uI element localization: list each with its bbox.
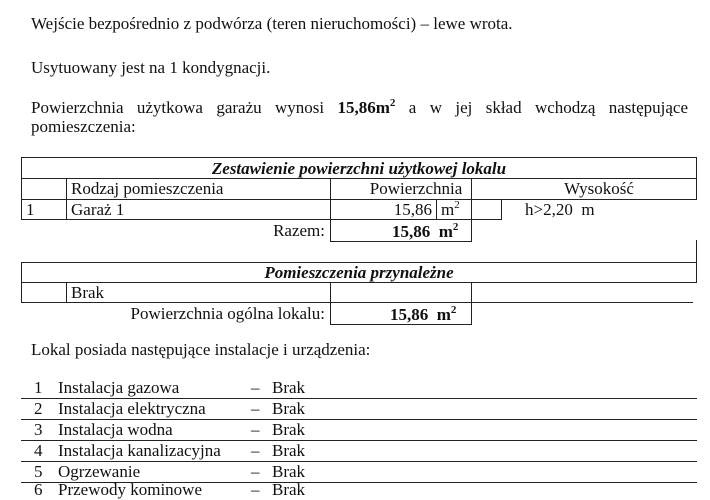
paragraph-area-line1 bbox=[31, 98, 688, 118]
paragraph-area-line2: pomieszczenia: bbox=[31, 117, 136, 136]
item-name: Instalacja wodna bbox=[58, 420, 173, 439]
area-value: $15,86m^2$ bbox=[337, 97, 396, 117]
item-status: Brak bbox=[272, 378, 306, 397]
item-dash: – bbox=[251, 441, 260, 460]
overall-area-label: Powierzchnia ogólna lokalu: bbox=[130, 304, 325, 323]
paragraph-storey: Usytuowany jest na 1 kondygnacji. bbox=[31, 58, 271, 77]
item-dash: – bbox=[251, 378, 260, 397]
item-status: Brak bbox=[272, 420, 306, 439]
appurtenant-value: Brak bbox=[71, 283, 105, 302]
item-dash: – bbox=[251, 399, 260, 418]
header-room-type: Rodzaj pomieszczenia bbox=[71, 179, 224, 198]
item-status: Brak bbox=[272, 399, 306, 418]
total-value: 15,86 $m^2$ bbox=[392, 221, 459, 241]
item-name: Instalacja elektryczna bbox=[58, 399, 206, 418]
room-name: Garaż 1 bbox=[71, 200, 125, 219]
overall-area-value: 15,86 $m^2$ bbox=[390, 304, 457, 324]
item-name: Instalacja kanalizacyjna bbox=[58, 441, 221, 460]
item-status: Brak bbox=[272, 480, 306, 499]
item-name: Ogrzewanie bbox=[58, 462, 141, 481]
item-name: Przewody kominowe bbox=[58, 480, 203, 499]
row-number: 1 bbox=[26, 200, 35, 219]
item-name: Instalacja gazowa bbox=[58, 378, 180, 397]
item-number: 2 bbox=[34, 399, 43, 418]
header-area: Powierzchnia bbox=[369, 179, 463, 198]
item-status: Brak bbox=[272, 441, 306, 460]
item-number: 3 bbox=[34, 420, 43, 439]
item-dash: – bbox=[251, 462, 260, 481]
usable-table-title: Zestawienie powierzchni użytkowej lokalu bbox=[211, 159, 507, 178]
room-area: 15,86 bbox=[393, 200, 432, 219]
total-label: Razem: bbox=[273, 221, 325, 240]
room-area-unit: $m^2$ bbox=[441, 199, 460, 219]
item-number: 1 bbox=[34, 378, 43, 397]
item-status: Brak bbox=[272, 462, 306, 481]
item-number: 6 bbox=[34, 480, 43, 499]
header-height: Wysokość bbox=[564, 179, 634, 198]
room-height: h>2,20 m bbox=[525, 200, 595, 219]
item-number: 5 bbox=[34, 462, 43, 481]
item-dash: – bbox=[251, 480, 260, 499]
paragraph-entrance: Wejście bezpośrednio z podwórza (teren nieruchomości) – lewe wrota. bbox=[31, 14, 513, 33]
item-number: 4 bbox=[34, 441, 43, 460]
area-prefix: Powierzchnia użytkowa garażu wynosi bbox=[31, 98, 325, 117]
installations-intro: Lokal posiada następujące instalacje i urządzenia: bbox=[31, 340, 371, 359]
appurtenant-table-title: Pomieszczenia przynależne bbox=[264, 263, 454, 282]
area-suffix: a w jej skład wchodzą następujące bbox=[408, 98, 689, 117]
item-dash: – bbox=[251, 420, 260, 439]
